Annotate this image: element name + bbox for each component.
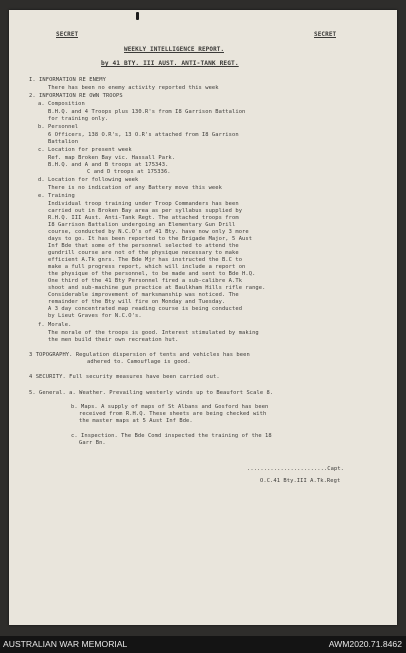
body-line: Garr Bn. bbox=[79, 440, 106, 446]
footer-source: AUSTRALIAN WAR MEMORIAL bbox=[3, 639, 128, 649]
body-line: days to go. It has been reported to the Brigade Major, 5 Aust bbox=[48, 236, 253, 242]
body-line: The morale of the troops is good. Interest stimulated by making bbox=[48, 330, 259, 336]
body-line: c. Inspection. The Bde Comd inspected the training of the 18 bbox=[71, 433, 272, 439]
signature-title: O.C.41 Bty.III A.Tk.Regt bbox=[260, 478, 341, 484]
body-line: the men build their own recreation hut. bbox=[48, 337, 179, 343]
body-line: b. Maps. A supply of maps of St Albans and Gosford has been bbox=[71, 404, 269, 410]
archive-footer bbox=[0, 636, 406, 653]
body-line: There has been no enemy activity reported this week bbox=[48, 85, 219, 91]
body-line: B.H.Q. and A and B troops at 175343. bbox=[48, 162, 169, 168]
subsection-heading: e. Training bbox=[38, 193, 75, 199]
body-line: for training only. bbox=[48, 116, 109, 122]
body-line: the master maps at 5 Aust Inf Bde. bbox=[79, 418, 193, 424]
body-line: adhered to. Camouflage is good. bbox=[87, 359, 191, 365]
subsection-heading: b. Personnel bbox=[38, 124, 79, 130]
section-topography: 3 TOPOGRAPHY. Regulation dispersion of tents and vehicles has been bbox=[29, 352, 250, 358]
classification-right: SECRET bbox=[314, 31, 337, 38]
subsection-heading: a. Composition bbox=[38, 101, 85, 107]
subsection-heading: c. Location for present week bbox=[38, 147, 132, 153]
footer-reference: AWM2020.71.8462 bbox=[328, 639, 402, 649]
report-subtitle: by 41 BTY. III AUST. ANTI-TANK REGT. bbox=[101, 60, 239, 67]
body-line: Battalion bbox=[48, 139, 79, 145]
body-line: C and D troops at 175336. bbox=[87, 169, 171, 175]
body-line: Ref. map Broken Bay vic. Hassall Park. bbox=[48, 155, 176, 161]
body-line: R.H.Q. III Aust. Anti-Tank Regt. The attached troops from bbox=[48, 215, 239, 221]
body-line: 6 Officers, 138 O.R's, 13 O.R's attached from I8 Garrison bbox=[48, 132, 239, 138]
body-line: Considerable improvement of marksmanship was noticed. The bbox=[48, 292, 239, 298]
section-heading: I. INFORMATION RE ENEMY bbox=[29, 77, 106, 83]
body-line: I8 Garrison Battalion undergoing an Elementary Gun Drill bbox=[48, 222, 236, 228]
section-security: 4 SECURITY. Full security measures have been carried out. bbox=[29, 374, 220, 380]
section-general: 5. General. a. Weather. Prevailing westerly winds up to Beaufort Scale 8. bbox=[29, 390, 274, 396]
body-line: A 3 day concentrated map reading course is being conducted bbox=[48, 306, 243, 312]
body-line: received from R.H.Q. These sheets are being checked with bbox=[79, 411, 267, 417]
body-line: make a full progress report, which will include a report on bbox=[48, 264, 246, 270]
signature-line: ........................Capt. bbox=[247, 466, 345, 472]
body-line: Individual troop training under Troop Commanders has been bbox=[48, 201, 239, 207]
classification-left: SECRET bbox=[56, 31, 79, 38]
document-page bbox=[9, 10, 397, 625]
body-line: B.H.Q. and 4 Troops plus 130.R's from I8 Garrison Battalion bbox=[48, 109, 246, 115]
body-line: the physique of the personnel, to be made and sent to Bde H.Q. bbox=[48, 271, 256, 277]
body-line: There is no indication of any Battery move this week bbox=[48, 185, 222, 191]
body-line: course, conducted by N.C.O's of 41 Bty. have now only 3 more bbox=[48, 229, 249, 235]
body-line: Inf Bde that some of the personnel selected to attend the bbox=[48, 243, 239, 249]
body-line: shoot and sub-machine gun practice at Baulkham Hills rifle range. bbox=[48, 285, 266, 291]
subsection-heading: f. Morale. bbox=[38, 322, 72, 328]
body-line: carried out in Broken Bay area as per syllabus supplied by bbox=[48, 208, 243, 214]
body-line: by Lieut Graves for N.C.O's. bbox=[48, 313, 142, 319]
report-title: WEEKLY INTELLIGENCE REPORT. bbox=[124, 46, 225, 53]
body-line: remainder of the Bty will fire on Monday and Tuesday. bbox=[48, 299, 226, 305]
document-text bbox=[9, 10, 397, 625]
body-line: gundrill course are not of the physique necessary to make bbox=[48, 250, 239, 256]
subsection-heading: d. Location for following week bbox=[38, 177, 139, 183]
body-line: One third of the 41 Bty Personnel fired a sub-calibre A.Tk bbox=[48, 278, 243, 284]
section-heading: 2. INFORMATION RE OWN TROOPS bbox=[29, 93, 123, 99]
body-line: efficient A.Tk gnrs. The Bde Mjr has instructed the B.C to bbox=[48, 257, 243, 263]
